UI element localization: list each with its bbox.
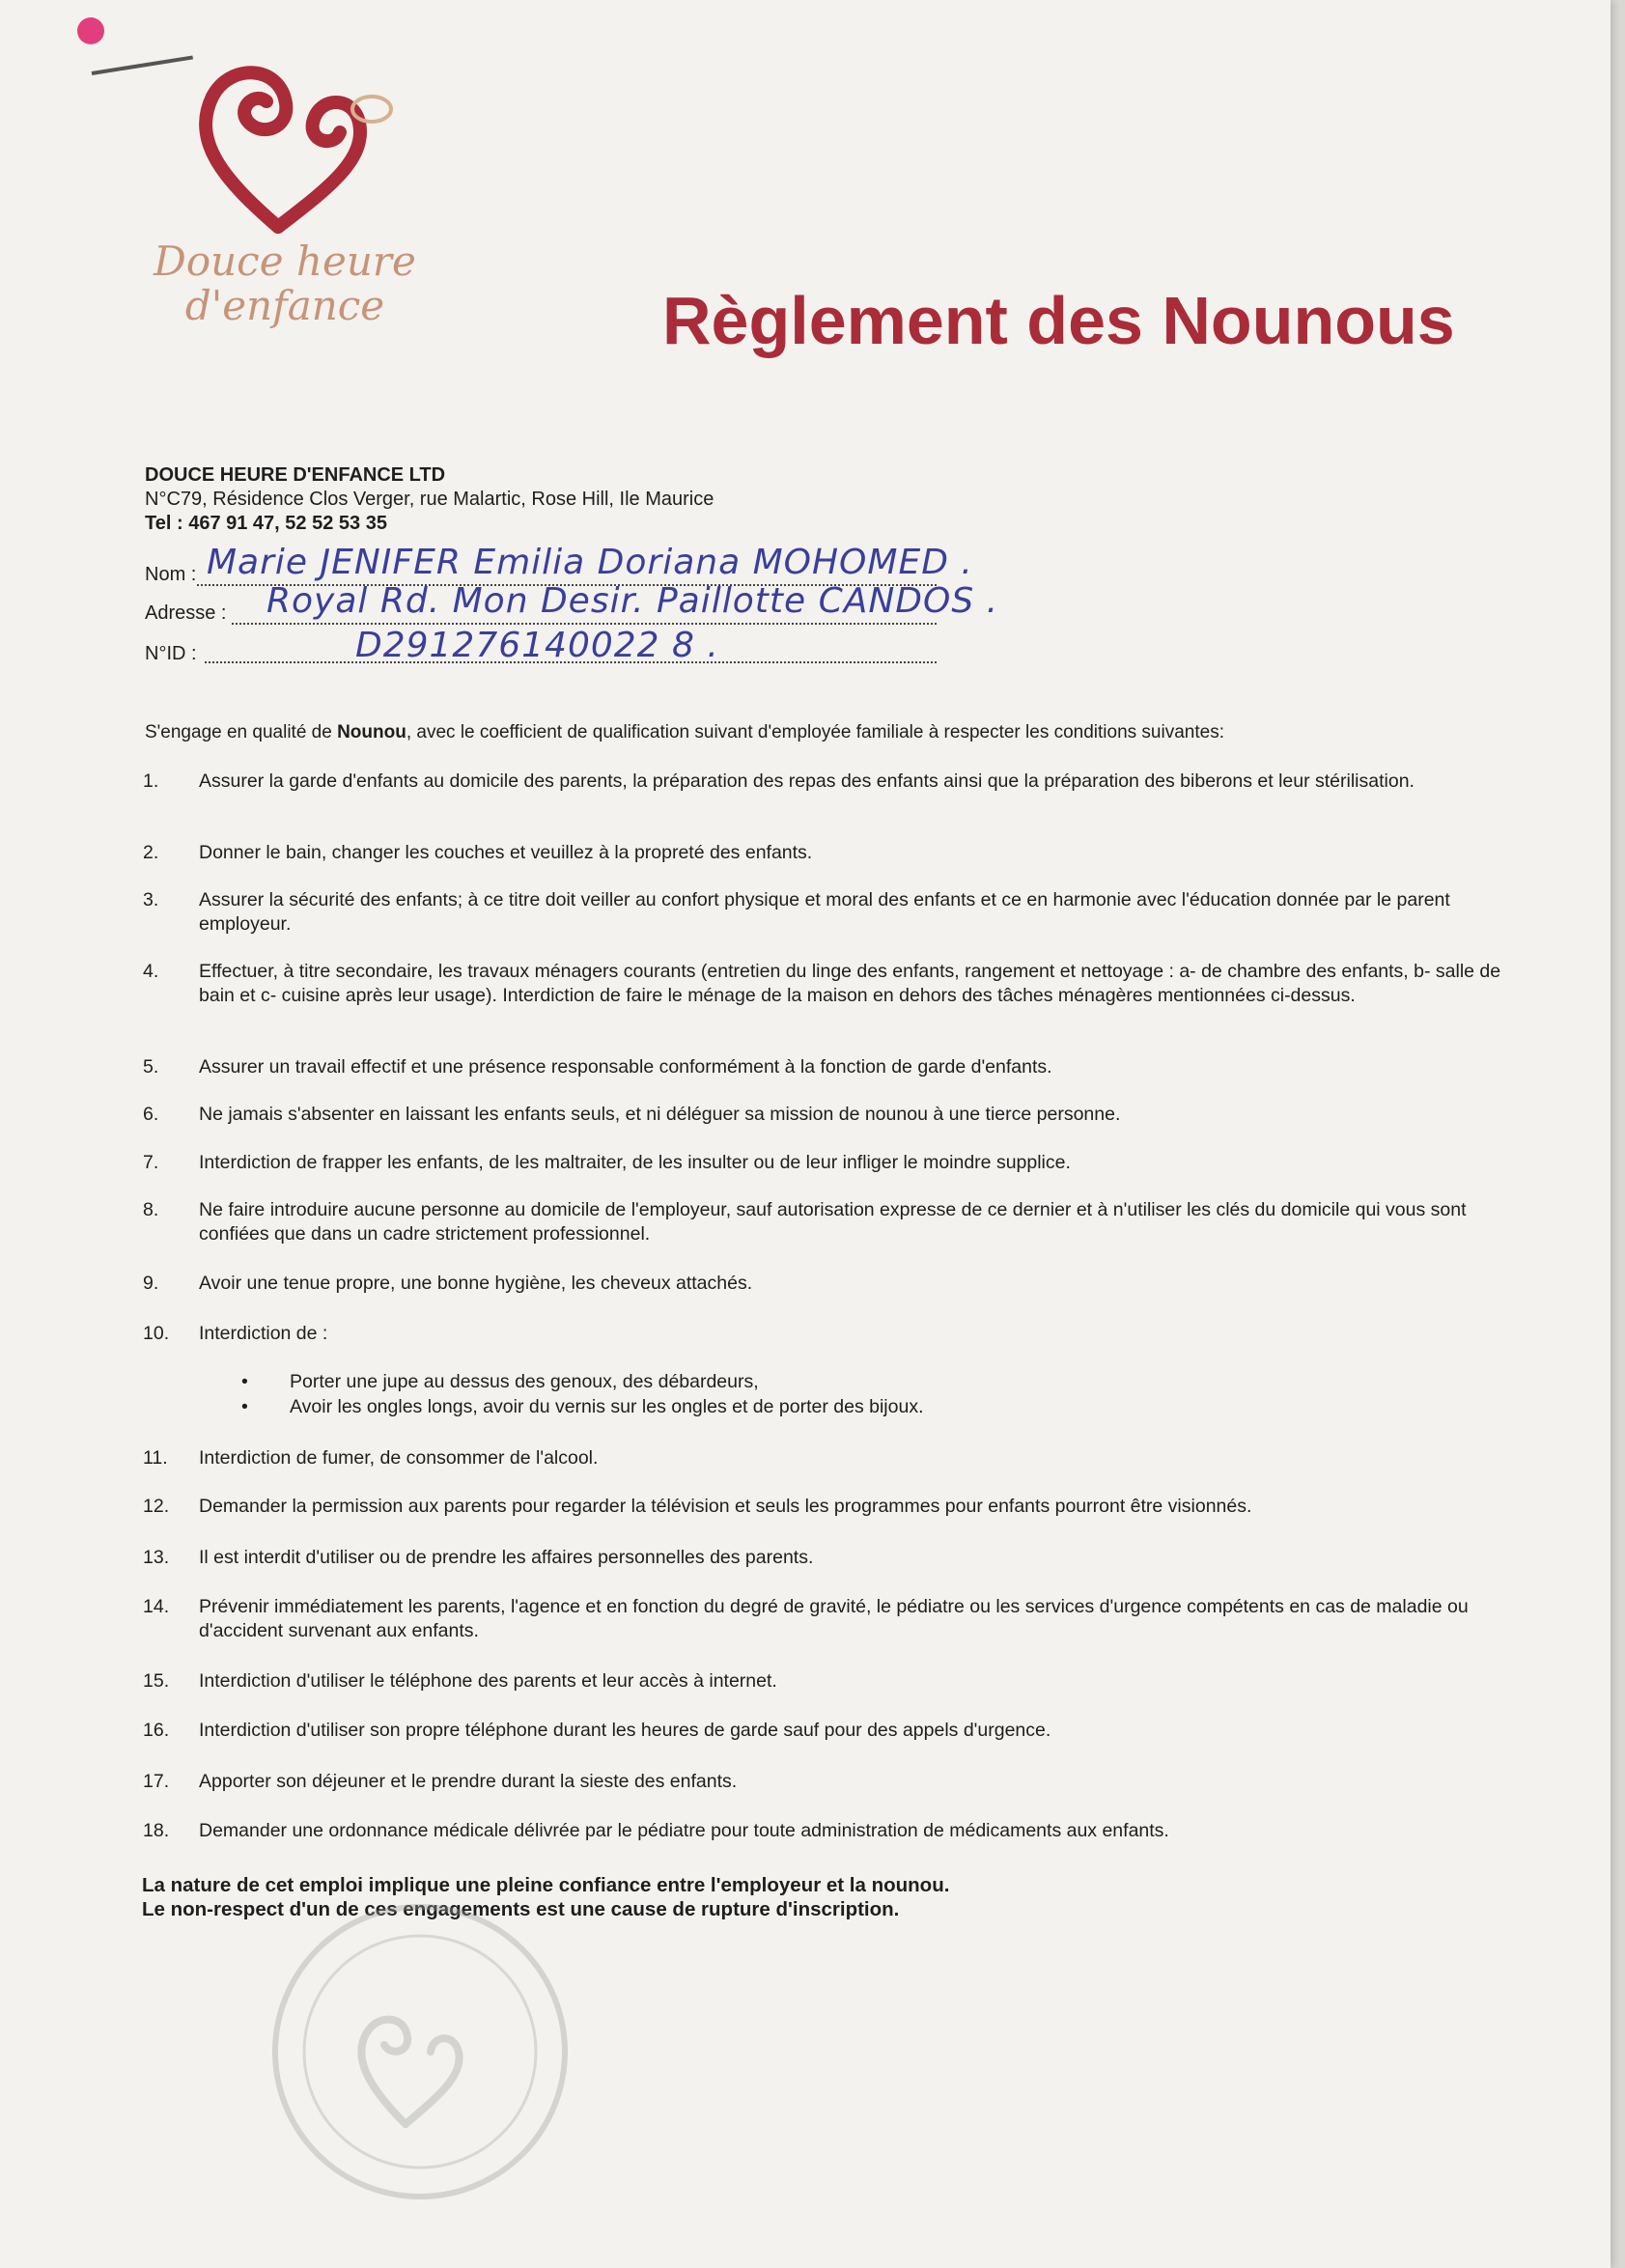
intro-text (145, 722, 1224, 743)
company-address: N°C79, Résidence Clos Verger, rue Malartic, Rose Hill, Ile Maurice (145, 489, 714, 510)
item-number: 8. (143, 1199, 159, 1220)
item-text: Demander la permission aux parents pour regarder la télévision et seuls les programmes pour enfants pourront être visionnés. (199, 1496, 1252, 1517)
item-number: 11. (143, 1447, 168, 1469)
tel-value: 467 91 47, 52 52 53 35 (188, 513, 387, 534)
item-text: Interdiction d'utiliser son propre téléphone durant les heures de garde sauf pour des appels d'urgence. (199, 1720, 1051, 1741)
item-text: Assurer la sécurité des enfants; à ce titre doit veiller au confort physique et moral des enfants et ce en harmonie avec l'éducation donnée par le parent employeur. (199, 889, 1450, 935)
item-number: 17. (143, 1771, 170, 1792)
item-text: Apporter son déjeuner et le prendre durant la sieste des enfants. (199, 1771, 738, 1792)
page-title: Règlement des Nounous (662, 283, 1455, 358)
bullet-icon: • (241, 1371, 248, 1392)
item-text: Prévenir immédiatement les parents, l'agence et en fonction du degré de gravité, le pédiatre ou les services d'urgence compétents en cas de maladie ou d'accident survenant aux enfants. (199, 1596, 1469, 1641)
brand-name (145, 239, 425, 328)
item-number: 5. (143, 1056, 159, 1078)
pin-line (92, 55, 193, 75)
item-text: Interdiction d'utiliser le téléphone des parents et leur accès à internet. (199, 1670, 777, 1692)
adresse-handwritten-value: Royal Rd. Mon Desir. Paillotte CANDOS . (266, 581, 999, 621)
bullet-icon: • (241, 1396, 248, 1417)
sub-list-item (241, 1396, 924, 1418)
item-number: 14. (143, 1596, 170, 1617)
item-text: Assurer un travail effectif et une présence responsable conformément à la fonction de garde d'enfants. (199, 1056, 1052, 1078)
item-number: 12. (143, 1496, 170, 1517)
company-tel (145, 512, 714, 536)
item-number: 6. (143, 1104, 159, 1125)
id-handwritten-value: D291276140022 8 . (355, 626, 719, 665)
company-name: DOUCE HEURE D'ENFANCE LTD (145, 464, 446, 486)
intro-before: S'engage en qualité de (145, 722, 338, 742)
item-text: Interdiction de fumer, de consommer de l'alcool. (199, 1447, 599, 1469)
intro-bold: Nounou (337, 722, 406, 742)
item-text: Avoir une tenue propre, une bonne hygiène, les cheveux attachés. (199, 1273, 753, 1294)
nom-handwritten-value: Marie JENIFER Emilia Doriana MOHOMED . (207, 543, 973, 582)
company-info (145, 463, 714, 536)
closing-line1: La nature de cet emploi implique une pleine confiance entre l'employeur et la nounou. (142, 1874, 950, 1896)
brand-heart-logo-icon (183, 53, 415, 246)
closing-line2: Le non-respect d'un de ces engagements est une cause de rupture d'inscription. (142, 1898, 900, 1920)
item-number: 2. (143, 842, 159, 863)
faded-stamp-icon (261, 1892, 579, 2211)
item-text: Assurer la garde d'enfants au domicile des parents, la préparation des repas des enfants ainsi que la préparation des biberons et leur stérilisation. (199, 770, 1415, 792)
item-number: 15. (143, 1670, 170, 1692)
item-number: 1. (143, 770, 159, 792)
item-number: 3. (143, 889, 159, 910)
id-label: N°ID : (145, 643, 197, 664)
item-text: Demander une ordonnance médicale délivrée par le pédiatre pour toute administration de médicaments aux enfants. (199, 1820, 1169, 1841)
adresse-label: Adresse : (145, 602, 227, 624)
adresse-dotted-line (232, 623, 937, 625)
sub-item-text: Porter une jupe au dessus des genoux, des débardeurs, (290, 1371, 759, 1392)
intro-after: , avec le coefficient de qualification suivant d'employée familiale à respecter les conditions suivantes: (406, 722, 1224, 742)
brand-name-line2: d'enfance (184, 282, 385, 329)
sub-list-item (241, 1371, 759, 1393)
item-text: Donner le bain, changer les couches et veuillez à la propreté des enfants. (199, 842, 813, 863)
item-text: Effectuer, à titre secondaire, les travaux ménagers courants (entretien du linge des enfants, rangement et nettoyage : a- de chambre des enfants, b- salle de bain et c- cuisine après leur usage). Interdiction de faire le ménage de la maison en dehors des tâches ménagères mentionnées ci-dessus. (199, 961, 1501, 1006)
sub-item-text: Avoir les ongles longs, avoir du vernis sur les ongles et de porter des bijoux. (290, 1396, 924, 1417)
item-text: Interdiction de : (199, 1323, 328, 1344)
item-text: Il est interdit d'utiliser ou de prendre les affaires personnelles des parents. (199, 1547, 814, 1568)
item-number: 18. (143, 1820, 170, 1841)
item-number: 9. (143, 1273, 159, 1294)
nom-label: Nom : (145, 564, 197, 585)
brand-name-line1: Douce heure (154, 238, 416, 285)
pin-mark (77, 17, 104, 44)
item-number: 10. (143, 1323, 170, 1344)
item-number: 16. (143, 1720, 170, 1741)
item-text: Interdiction de frapper les enfants, de les maltraiter, de les insulter ou de leur infliger le moindre supplice. (199, 1152, 1071, 1173)
item-text: Ne jamais s'absenter en laissant les enfants seuls, et ni déléguer sa mission de nounou à une tierce personne. (199, 1104, 1121, 1125)
item-text: Ne faire introduire aucune personne au domicile de l'employeur, sauf autorisation expresse de ce dernier et à n'utiliser les clés du domicile qui vous sont confiées que dans un cadre strictement professionnel. (199, 1199, 1467, 1245)
item-number: 4. (143, 961, 159, 982)
tel-label: Tel : (145, 513, 183, 534)
item-number: 13. (143, 1547, 170, 1568)
item-number: 7. (143, 1152, 159, 1173)
